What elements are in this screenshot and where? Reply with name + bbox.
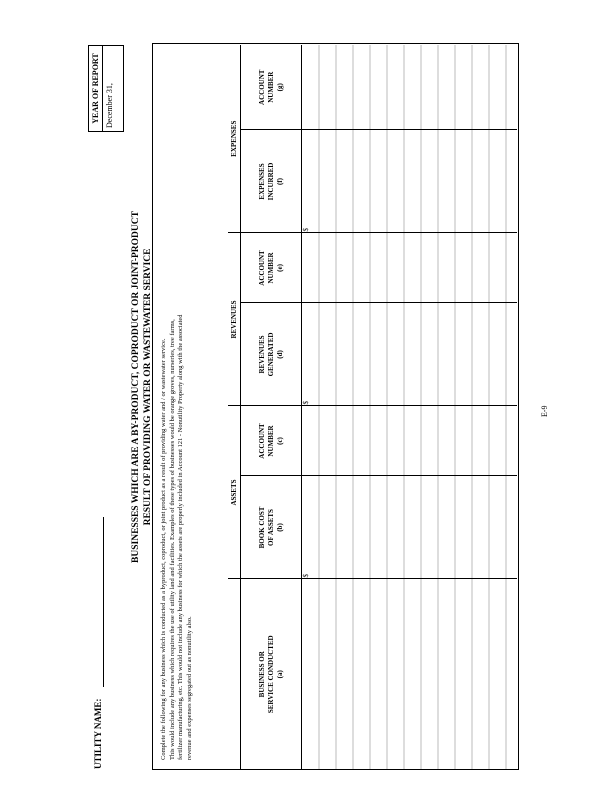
- column-header-text: (c): [275, 437, 284, 445]
- entry-cell[interactable]: [302, 45, 518, 130]
- column-header-text: (b): [275, 523, 284, 532]
- column-header-text: (f): [275, 177, 284, 185]
- year-of-report-date[interactable]: December 31,: [105, 83, 114, 128]
- column-header-text: INCURRED: [266, 162, 275, 201]
- column-header-text: BUSINESS OR: [257, 651, 266, 698]
- business-table: [228, 45, 516, 769]
- dollar-sign: $: [302, 574, 310, 578]
- column-header-text: ACCOUNT: [257, 423, 266, 459]
- group-revenues: REVENUES: [228, 233, 241, 406]
- entry-cell[interactable]: [302, 476, 518, 579]
- entry-cell[interactable]: [302, 406, 518, 476]
- column-header-text: SERVICE CONDUCTED: [266, 635, 275, 714]
- column-header-text: NUMBER: [266, 425, 275, 457]
- column-header: [241, 130, 302, 233]
- column-header-text: ACCOUNT: [257, 250, 266, 286]
- column-header-text: BOOK COST: [257, 506, 266, 549]
- year-of-report-label: YEAR OF REPORT: [89, 46, 103, 131]
- instruction-line: fertilizer manufacturing, etc. This would not include any business for which the assets are properly included in Account 121 - Nonutility Property along with the associated: [177, 314, 184, 760]
- column-header-text: REVENUES: [257, 335, 266, 374]
- column-header: [241, 303, 302, 406]
- dollar-sign: $: [302, 400, 310, 405]
- group-blank: [228, 579, 241, 769]
- dollar-sign: $: [302, 227, 310, 232]
- column-header-text: (d): [275, 350, 284, 359]
- instruction-line: This would include any business which requires the use of utility land and facilities. Examples of these types of businesses would be orange groves, nurseries, tree farms,: [168, 319, 176, 760]
- column-header: [241, 406, 302, 476]
- entry-cell[interactable]: [302, 130, 518, 233]
- column-header: [241, 45, 302, 130]
- column-header-text: ACCOUNT: [257, 69, 266, 105]
- column-header-text: (a): [275, 670, 284, 679]
- column-header-text: NUMBER: [266, 252, 275, 284]
- utility-name-field[interactable]: [103, 517, 104, 687]
- page-title: [130, 137, 154, 637]
- entry-cell[interactable]: [302, 579, 518, 769]
- column-header-text: (g): [275, 83, 284, 92]
- column-header-text: OF ASSETS: [266, 509, 275, 546]
- column-header-text: (e): [275, 264, 284, 272]
- page-number: E-9: [540, 405, 549, 417]
- column-header-text: GENERATED: [266, 332, 275, 377]
- column-header: [241, 233, 302, 303]
- entry-cell[interactable]: [302, 303, 518, 406]
- entry-cell[interactable]: [302, 233, 518, 303]
- column-header-text: NUMBER: [266, 71, 275, 103]
- column-header: [241, 476, 302, 579]
- year-of-report-box: [88, 45, 124, 132]
- group-assets: ASSETS: [228, 406, 241, 579]
- group-expenses: EXPENSES: [228, 45, 241, 233]
- title-line-2: RESULT OF PROVIDING WATER OR WASTEWATER SERVICE: [143, 248, 153, 526]
- instructions: [160, 200, 194, 760]
- utility-name-label: UTILITY NAME:: [93, 698, 103, 769]
- title-line-1: BUSINESSES WHICH ARE A BY-PRODUCT, COPRODUCT OR JOINT-PRODUCT: [131, 211, 141, 563]
- instruction-line: revenue and expenses segregated out as nonutility also.: [185, 616, 193, 760]
- column-header-text: EXPENSES: [257, 163, 266, 200]
- instruction-line: Complete the following for any business which is conducted as a byproduct, coproduct, or joint product as a result of providing water and / or wastewater service.: [160, 338, 167, 760]
- column-header: [241, 579, 302, 769]
